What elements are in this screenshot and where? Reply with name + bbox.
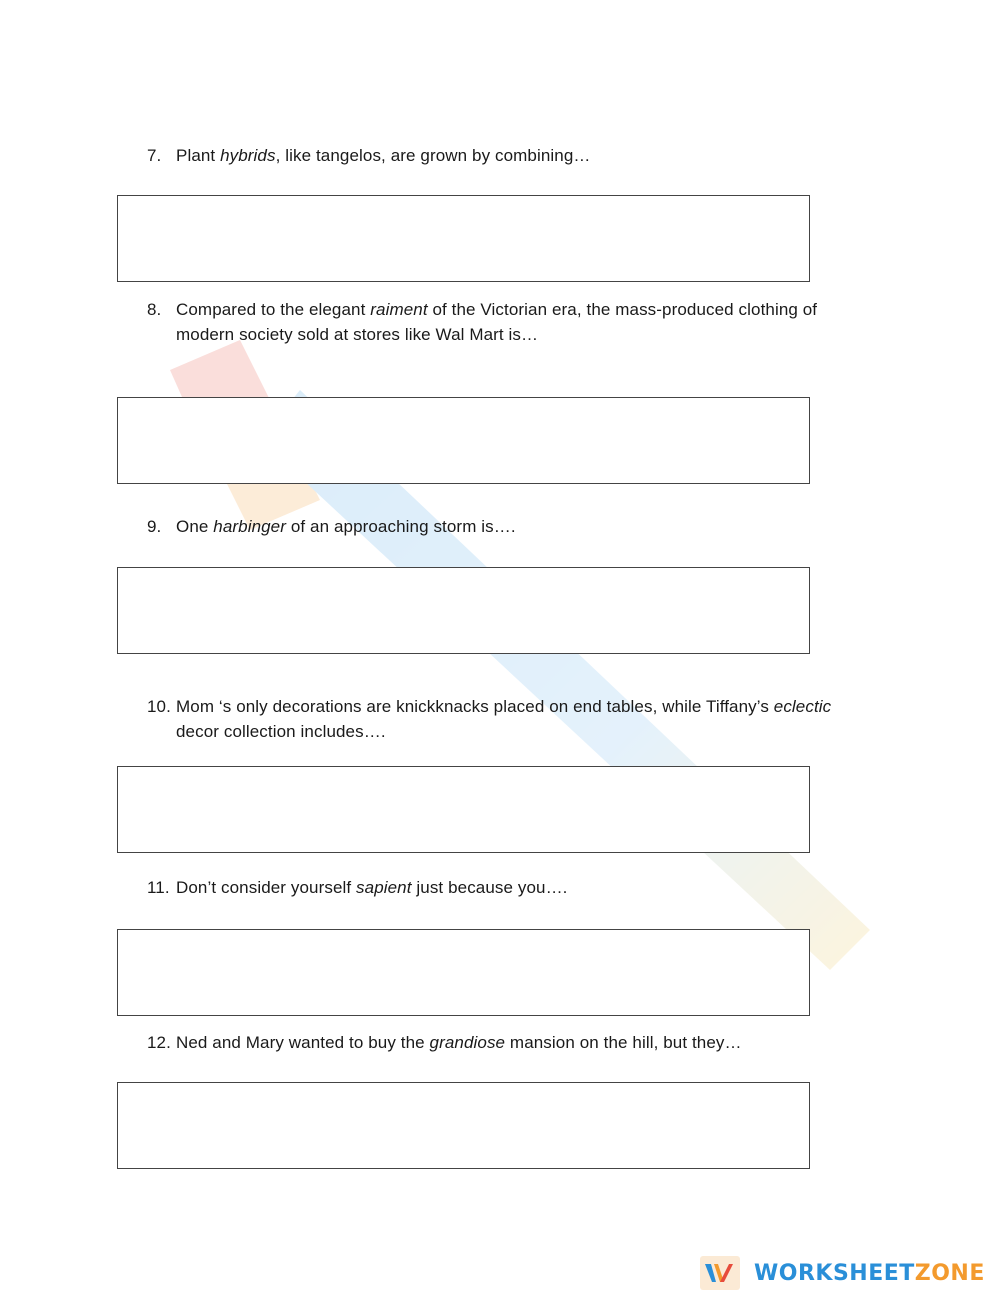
worksheetzone-logo[interactable]: [700, 1256, 1000, 1290]
question-text: Don’t consider yourself sapient just because you….: [176, 878, 568, 897]
question-text: Mom ‘s only decorations are knickknacks placed on end tables, while Tiffany’s eclectic decor collection includes….: [176, 697, 832, 741]
question-number: 10.: [147, 697, 171, 716]
question-text: Plant hybrids, like tangelos, are grown by combining…: [176, 146, 591, 165]
question-number: 11.: [147, 878, 170, 897]
vocabulary-term: hybrids: [220, 146, 276, 165]
question-text: Ned and Mary wanted to buy the grandiose mansion on the hill, but they…: [176, 1033, 742, 1052]
question-number: 12.: [147, 1033, 171, 1052]
answer-box-10[interactable]: [117, 766, 810, 853]
answer-box-8[interactable]: [117, 397, 810, 484]
worksheetzone-w-icon: [700, 1256, 740, 1290]
question-text: Compared to the elegant raiment of the Victorian era, the mass-produced clothing of modern society sold at stores like Wal Mart is…: [176, 300, 818, 344]
vocabulary-term: raiment: [370, 300, 428, 319]
answer-box-11[interactable]: [117, 929, 810, 1016]
vocabulary-term: sapient: [356, 878, 412, 897]
answer-box-9[interactable]: [117, 567, 810, 654]
question-text: One harbinger of an approaching storm is….: [176, 517, 516, 536]
question-number: 9.: [147, 517, 162, 536]
vocabulary-term: grandiose: [429, 1033, 506, 1052]
question-number: 8.: [147, 300, 162, 319]
vocabulary-term: harbinger: [213, 517, 286, 536]
question-number: 7.: [147, 146, 162, 165]
answer-box-7[interactable]: [117, 195, 810, 282]
answer-box-12[interactable]: [117, 1082, 810, 1169]
vocabulary-term: eclectic: [773, 697, 832, 716]
logo-wordmark: WORKSHEETZONE: [754, 1260, 985, 1286]
